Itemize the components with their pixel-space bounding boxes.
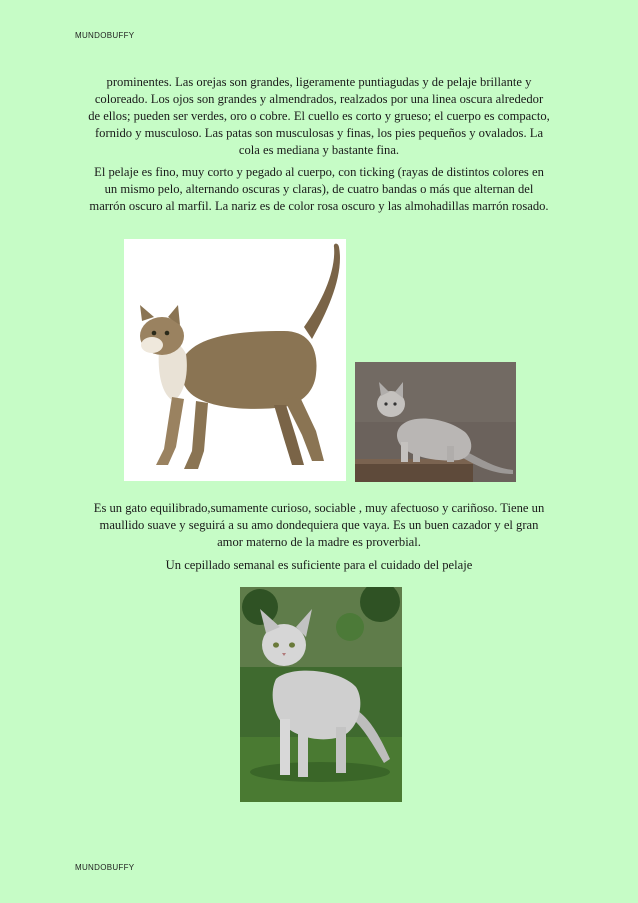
page-footer: MUNDOBUFFY (75, 863, 135, 872)
grey-cat-on-pedestal-photo (355, 362, 516, 482)
ticked-brown-cat-photo (124, 239, 346, 481)
paragraph-grooming: Un cepillado semanal es suficiente para el cuidado del pelaje (165, 558, 473, 572)
silver-cat-in-garden-photo (240, 587, 402, 802)
paragraph-coat: El pelaje es fino, muy corto y pegado al cuerpo, con ticking (rayas de distintos colores en un mismo pelo, alternando oscuras y claras), de cuatro bandas o más que alternan del marrón oscuro al marfil. La nariz es de color rosa oscuro y las almohadillas marrón rosado. (89, 165, 549, 213)
page-header: MUNDOBUFFY (75, 31, 135, 40)
paragraph-description: prominentes. Las orejas son grandes, ligeramente puntiagudas y de pelaje brillante y coloreado. Los ojos son grandes y almendrados, realzados por una linea oscura alrededor de ellos; pueden ser verdes, oro o cobre. El cuello es corto y grueso; el cuerpo es compacto, fornido y musculoso. Las patas son musculosas y finas, los pies pequeños y ovalados. La cola es mediana y bastante fina. (88, 75, 550, 157)
paragraph-temperament: Es un gato equilibrado,sumamente curioso, sociable , muy afectuoso y cariñoso. Tiene un maullido suave y seguirá a su amo dondequiera que vaya. Es un buen cazador y el gran amor materno de la madre es proverbial. (93, 501, 545, 549)
